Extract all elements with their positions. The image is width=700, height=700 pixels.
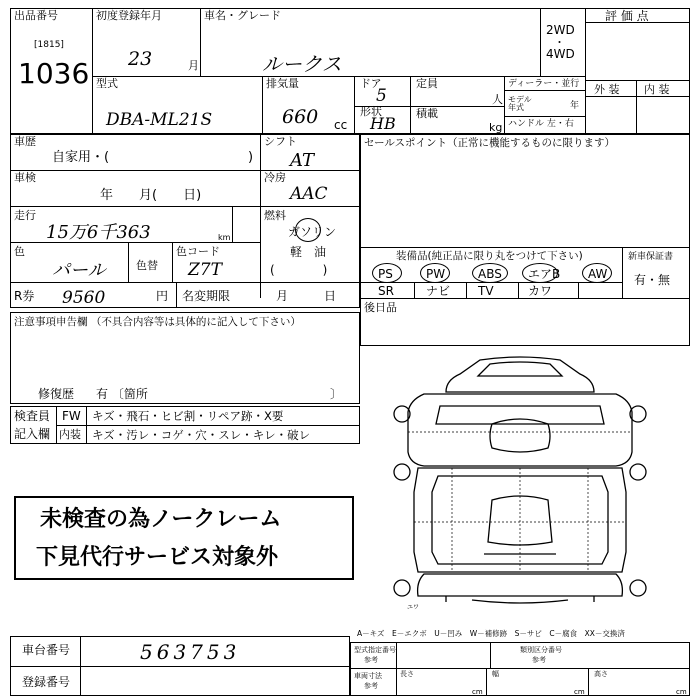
length-unit: cm [472,688,483,696]
fuel-diesel: 軽 油 [290,245,327,259]
divider [92,76,585,77]
first-reg-month-unit: 月 [188,59,199,72]
drive-dot: ・ [554,36,565,49]
divider [10,242,260,243]
sales-frame [360,134,690,346]
divider [360,247,690,248]
chassis-value: 563753 [140,640,241,664]
fw-label: FW [62,409,81,423]
shift-label: シフト [264,135,297,148]
history-label: 車歴 [14,135,36,148]
mileage-unit: km [218,233,231,242]
divider [504,90,585,91]
car-name: ルークス [262,52,342,76]
color-value: パール [52,260,106,281]
divider [350,668,690,669]
height-label: 高さ [594,670,608,678]
recycle-unit: 円 [156,289,169,303]
divider [466,282,467,298]
ac-label: 冷房 [264,171,286,184]
divider [490,642,491,668]
load-label: 積載 [416,107,438,120]
stamp-line-2: 下見代行サービス対象外 [36,545,279,570]
dimension-label: 車両寸法 [354,672,382,680]
equipment-item: エアB [528,267,561,281]
name-change-label: 名変期限 [182,289,231,303]
stamp-line-1: 未検査の為ノークレーム [40,507,282,532]
inspection-text: 年 月( 日) [100,188,202,203]
doors-label: ドア [360,77,382,90]
mileage-value: 15万6千363 [46,222,151,243]
displacement-value: 660 [282,106,319,128]
divider [10,282,360,283]
mileage-label: 走行 [14,209,36,222]
doors-value: 5 [376,86,387,106]
divider [540,8,541,76]
divider [232,206,233,242]
equipment-item: カワ [528,284,553,298]
divider [172,242,173,282]
recycle-label: R券 [14,289,35,303]
divider [636,80,637,134]
divider [486,668,487,696]
divider [410,76,411,106]
interior-label: 内 装 [644,83,670,96]
fuel-gasoline: ガソリン [288,225,337,239]
equipment-item: SR [378,284,394,298]
divider [200,8,201,76]
displacement-unit: cc [334,118,348,132]
capacity-label: 定員 [416,77,438,90]
color-code-label: 色コード [176,245,220,258]
fuel-paren: ( ) [270,263,328,277]
divider [10,666,350,667]
later-docs-label: 後日品 [364,301,397,314]
length-label: 長さ [400,670,414,678]
recycle-value: 9560 [62,288,106,308]
load-unit: kg [489,121,503,134]
height-unit: cm [676,688,687,696]
car-name-label: 車名・グレード [204,9,281,22]
divider [585,96,690,97]
inspection-label: 車検 [14,171,36,184]
approval-label: 型式指定番号 [354,646,396,654]
displacement-label: 排気量 [266,77,299,90]
equipment-item: ナビ [426,284,451,298]
equipment-item: PS [378,267,393,281]
model-year-unit: 年 [570,101,580,111]
name-change-text: 月 日 [276,289,337,303]
equipment-label: 装備品(純正品に限り丸をつけて下さい) [396,250,583,262]
category-label: 類別区分番号 [520,646,562,654]
notes-label: 注意事項申告欄 （不具合内容等は具体的に記入して下さい） [14,316,301,328]
rating-label: 評 価 点 [605,9,649,23]
capacity-unit: 人 [492,93,503,106]
divider [354,76,355,134]
fuel-label: 燃料 [264,209,286,222]
equipment-circle [582,263,612,283]
inspector-label-2: 記入欄 [14,427,51,441]
history-close: ) [248,150,254,165]
category-ref: 参考 [532,656,546,664]
interior-check-text: キズ・汚レ・コゲ・穴・スレ・キレ・破レ [92,428,311,442]
divider [176,282,177,308]
equipment-item: PW [426,267,446,281]
divider [92,8,93,134]
divider [86,406,87,444]
lot-number: 1036 [18,57,90,90]
equipment-item: TV [478,284,494,298]
divider [504,116,585,117]
lot-label: 出品番号 [14,9,58,22]
warranty-label: 新車保証書 [628,252,674,262]
first-reg-label: 初度登録年月 [96,9,162,22]
handle-label: ハンドル 左・右 [508,119,574,129]
equipment-item: ABS [478,267,502,281]
divider [585,8,586,134]
type-value: DBA-ML21S [106,110,213,130]
shift-value: AT [290,150,315,171]
divider [260,134,261,298]
divider [56,425,360,426]
history-value: 自家用・( [52,150,110,165]
equipment-circle [472,263,508,283]
divider [80,636,81,696]
drive-4wd: 4WD [546,47,575,61]
damage-legend: A－キズ E－エクボ U－凹み W－補修跡 S－サビ C－腐食 XX－交換済 [357,629,625,638]
repair-close: 〕 [330,387,343,401]
color-change-label: 色替 [136,259,158,272]
registration-label: 登録番号 [22,675,71,689]
divider [578,282,579,298]
equipment-item: AW [588,267,608,281]
divider [10,206,360,207]
lot-code: [1815] [34,40,64,50]
divider [10,170,360,171]
drive-2wd: 2WD [546,23,575,37]
repair-label: 修復歴 [38,387,75,401]
divider [262,76,263,134]
ac-value: AAC [290,184,328,204]
color-code-value: Z7T [188,260,222,280]
divider [504,76,505,134]
approval-ref: 参考 [364,656,378,664]
warranty-value: 有・無 [634,273,671,287]
exterior-label: 外 装 [594,83,620,96]
shape-value: HB [370,114,396,133]
equipment-circle [372,263,402,283]
divider [588,668,589,696]
divider [410,106,411,134]
divider [585,80,690,81]
equipment-circle [420,263,450,283]
divider [396,642,397,696]
equipment-circle [522,263,561,283]
fuel-circle [295,218,321,242]
color-label: 色 [14,245,25,258]
diagram-small-label: ユワ [407,604,420,611]
divider [128,242,129,282]
type-label: 型式 [96,77,118,90]
dimension-ref: 参考 [364,682,378,690]
chassis-label: 車台番号 [22,643,71,657]
first-reg-year: 23 [128,48,153,70]
sales-point-label: セールスポイント（正常に機能するものに限ります） [364,137,616,149]
fw-text: キズ・飛石・ヒビ割・リペア跡・X要 [92,409,284,423]
divider [518,282,519,298]
width-label: 幅 [492,670,499,678]
car-diagram [380,352,660,604]
divider [360,298,690,299]
repair-value: 有 〔箇所 [96,387,148,401]
divider [414,282,415,298]
model-year-label: モデル 年式 [508,95,532,112]
dealer-label: ディーラー・並行 [508,79,580,89]
divider [585,22,690,23]
interior-check-label: 内装 [59,428,81,441]
divider [622,247,623,298]
width-unit: cm [574,688,585,696]
inspector-label-1: 検査員 [14,409,51,423]
shape-label: 形状 [360,105,382,118]
